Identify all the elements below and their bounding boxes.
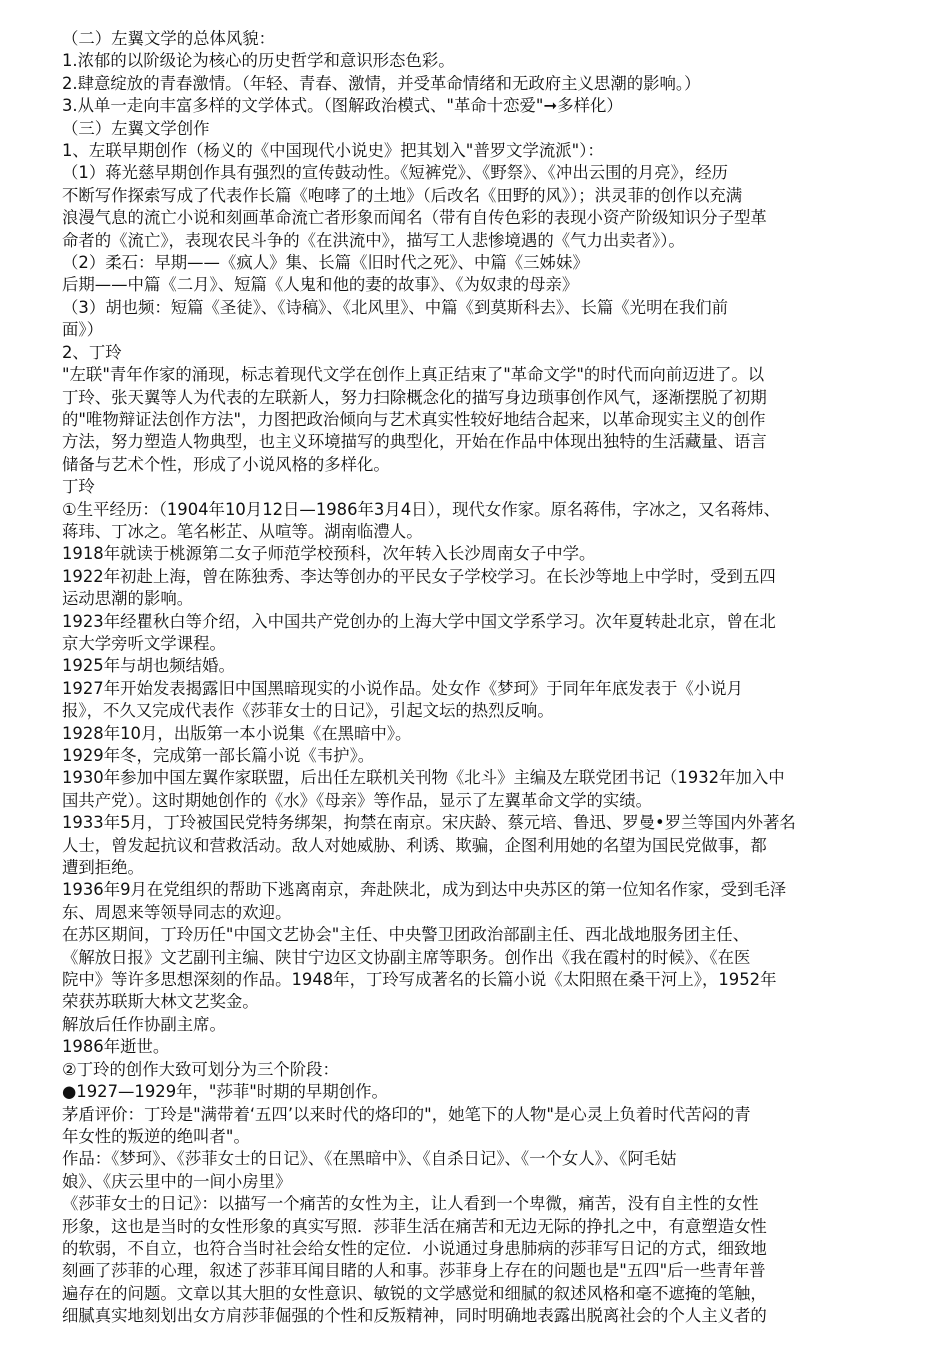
text-line: 的"唯物辩证法创作方法"，力图把政治倾向与艺术真实性较好地结合起来，以革命现实主义的创作	[62, 409, 766, 429]
text-line: 1930年参加中国左翼作家联盟，后出任左联机关刊物《北斗》主编及左联党团书记（1932年加入中	[62, 768, 785, 788]
text-line: 1986年逝世。	[62, 1037, 170, 1057]
text-line: 运动思潮的影响。	[62, 589, 194, 609]
text-line: 面》）	[62, 320, 103, 340]
text-line: 储备与艺术个性，形成了小说风格的多样化。	[62, 454, 390, 474]
text-line: 的软弱，不自立，也符合当时社会给女性的定位．小说通过身患肺病的莎菲写日记的方式，细致地	[62, 1238, 767, 1258]
text-line: 《莎菲女士的日记》：以描写一个痛苦的女性为主，让人看到一个卑微，痛苦，没有自主性的女性	[62, 1194, 759, 1214]
text-line: 命者的《流亡》，表现农民斗争的《在洪流中》，描写工人悲惨境遇的《气力出卖者》）。	[62, 230, 685, 250]
text-line: 遍存在的问题。文章以其大胆的女性意识、敏锐的文学感觉和细腻的叙述风格和毫不遮掩的笔触，	[62, 1283, 767, 1303]
text-line: 蒋玮、丁冰之。笔名彬芷、从喧等。湖南临澧人。	[62, 521, 423, 541]
text-line: 1927年开始发表揭露旧中国黑暗现实的小说作品。处女作《梦珂》于同年年底发表于《小说月	[62, 678, 743, 698]
text-line: 1929年冬，完成第一部长篇小说《韦护》。	[62, 746, 375, 765]
text-line: 解放后任作协副主席。	[62, 1014, 226, 1034]
text-line: 浪漫气息的流亡小说和刻画革命流亡者形象而闻名（带有自传色彩的表现小资产阶级知识分子型革	[62, 208, 767, 228]
text-line: 1918年就读于桃源第二女子师范学校预科，次年转入长沙周南女子中学。	[62, 544, 596, 564]
text-line: （二）左翼文学的总体风貌：	[62, 29, 276, 48]
text-line: ①生平经历：（1904年10月12日—1986年3月4日），现代女作家。原名蒋伟，字冰之，又名蒋炜、	[62, 499, 780, 519]
text-line: 刻画了莎菲的心理，叙述了莎菲耳闻目睹的人和事。莎菲身上存在的问题也是"五四"后一些青年普	[62, 1261, 766, 1281]
text-line: （1）蒋光慈早期创作具有强烈的宣传鼓动性。《短裤党》、《野祭》、《冲出云围的月亮》，经历	[62, 163, 729, 183]
text-line: 后期——中篇《二月》、短篇《人鬼和他的妻的故事》、《为奴隶的母亲》	[62, 275, 579, 295]
text-line: （3）胡也频：短篇《圣徒》、《诗稿》、《北风里》、中篇《到莫斯科去》、长篇《光明在我们前	[62, 297, 729, 317]
text-line: 2.肆意绽放的青春激情。（年轻、青春、激情，并受革命情绪和无政府主义思潮的影响。）	[62, 73, 701, 93]
text-line: "左联"青年作家的涌现，标志着现代文学在创作上真正结束了"革命文学"的时代而向前迈进了。以	[62, 365, 765, 385]
text-line: 1936年9月在党组织的帮助下逃离南京，奔赴陕北，成为到达中央苏区的第一位知名作家，受到毛泽	[62, 880, 787, 900]
text-line: 2、丁玲	[62, 342, 122, 362]
text-line: 院中》等许多思想深刻的作品。1948年，丁玲写成著名的长篇小说《太阳照在桑干河上》，1952年	[62, 970, 777, 990]
text-line: 荣获苏联斯大林文艺奖金。	[62, 992, 259, 1012]
text-line: 不断写作探索写成了代表作长篇《咆哮了的土地》（后改名《田野的风》）；洪灵菲的创作以充满	[62, 185, 743, 205]
text-line: 报》，不久又完成代表作《莎菲女士的日记》，引起文坛的热烈反响。	[62, 701, 554, 721]
text-line: 年女性的叛逆的绝叫者"。	[62, 1126, 250, 1146]
text-line: 东、周恩来等领导同志的欢迎。	[62, 902, 292, 922]
text-line: （三）左翼文学创作	[62, 118, 210, 138]
text-line: 丁玲、张天翼等人为代表的左联新人，努力扫除概念化的描写身边琐事创作风气，逐渐摆脱了初期	[62, 387, 767, 407]
text-line: 《解放日报》文艺副刊主编、陕甘宁边区文协副主席等职务。创作出《我在霞村的时候》、《在医	[62, 947, 751, 967]
text-line: 茅盾评价：丁玲是"满带着‘五四’以来时代的烙印的"，她笔下的人物"是心灵上负着时代苦闷的青	[62, 1104, 751, 1124]
text-line: 京大学旁听文学课程。	[62, 633, 226, 653]
text-line: 作品：《梦珂》、《莎菲女士的日记》、《在黑暗中》、《自杀日记》、《一个女人》、《阿毛姑	[62, 1149, 677, 1169]
text-line: 细腻真实地刻划出女方肩莎菲倔强的个性和反叛精神，同时明确地表露出脱离社会的个人主义者的	[62, 1306, 767, 1326]
text-line: ●1927—1929年，"莎菲"时期的早期创作。	[62, 1082, 388, 1102]
text-line: 在苏区期间，丁玲历任"中国文艺协会"主任、中央警卫团政治部副主任、西北战地服务团主任、	[62, 925, 750, 945]
text-line: 娘》、《庆云里中的一间小房里》	[62, 1171, 292, 1191]
text-line: 1925年与胡也频结婚。	[62, 656, 235, 676]
text-line: 1922年初赴上海，曾在陈独秀、李达等创办的平民女子学校学习。在长沙等地上中学时，受到五四	[62, 566, 776, 586]
text-line: 人士，曾发起抗议和营救活动。敌人对她威胁、利诱、欺骗，企图利用她的名望为国民党做事，都	[62, 835, 767, 855]
text-line: 丁玲	[62, 477, 95, 497]
text-line: 形象，这也是当时的女性形象的真实写照．莎菲生活在痛苦和无边无际的挣扎之中，有意塑造女性	[62, 1216, 767, 1236]
text-line: 遭到拒绝。	[62, 858, 144, 878]
text-line: 1923年经瞿秋白等介绍，入中国共产党创办的上海大学中国文学系学习。次年夏转赴北京，曾在北	[62, 611, 776, 631]
text-line: 1.浓郁的以阶级论为核心的历史哲学和意识形态色彩。	[62, 51, 455, 71]
text-line: 1、左联早期创作（杨义的《中国现代小说史》把其划入"普罗文学流派"）：	[62, 141, 604, 161]
text-line: 1933年5月，丁玲被国民党特务绑架，拘禁在南京。宋庆龄、蔡元培、鲁迅、罗曼•罗兰等国内外著名	[62, 813, 796, 833]
text-line: （2）柔石：早期——《疯人》集、长篇《旧时代之死》、中篇《三姊妹》	[62, 253, 589, 273]
text-line: 国共产党）。这时期她创作的《水》《母亲》等作品，显示了左翼革命文学的实绩。	[62, 790, 653, 810]
text-line: 方法，努力塑造人物典型，也主义环境描写的典型化，开始在作品中体现出独特的生活藏量、语言	[62, 432, 767, 452]
text-line: 1928年10月，出版第一本小说集《在黑暗中》。	[62, 723, 412, 743]
text-line: ②丁玲的创作大致可划分为三个阶段：	[62, 1059, 339, 1079]
text-line: 3.从单一走向丰富多样的文学体式。（图解政治模式、"革命十恋爱"➞多样化）	[62, 96, 623, 116]
